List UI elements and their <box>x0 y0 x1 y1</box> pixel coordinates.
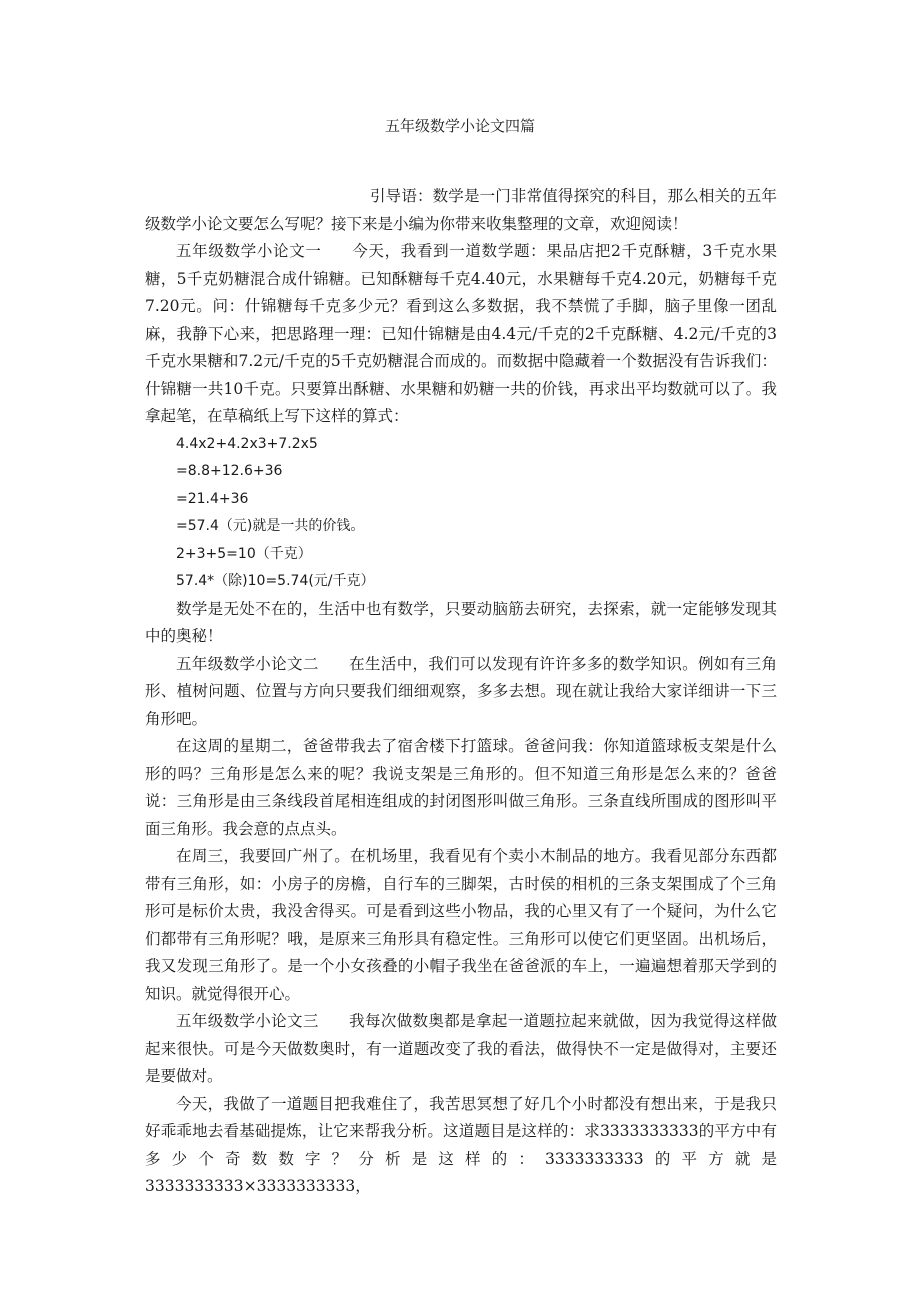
formula-line: 4.4x2+4.2x3+7.2x5 <box>176 435 318 452</box>
essay2-text: 在生活中，我们可以发现有许许多多的数学知识。例如有三角形、植树问题、位置与方向只要我们细细观察，多多去想。现在就让我给大家详细讲一下三角形吧。 <box>145 654 777 728</box>
essay2-paragraph-2: 在这周的星期二，爸爸带我去了宿舍楼下打篮球。爸爸问我：你知道篮球板支架是什么形的吗？三角形是怎么来的呢？我说支架是三角形的。但不知道三角形是怎么来的？爸爸说：三角形是由三条线段首尾相连组成的封闭图形叫做三角形。三条直线所围成的图形叫平面三角形。我会意的点点头。 <box>145 737 777 838</box>
essay3-text: 我每次做数奥都是拿起一道题拉起来就做，因为我觉得这样做起来很快。可是今天做数奥时，有一道题改变了我的看法，做得快不一定是做得对，主要还是要做对。 <box>145 1012 777 1085</box>
document-body <box>145 183 777 1201</box>
essay3-paragraph-2: 今天，我做了一道题目把我难住了，我苦思冥想了好几个小时都没有想出来，于是我只好乖乖地去看基础提炼，让它来帮我分析。这道题目是这样的：求3333333333的平方中有多少个奇数数字？分析是这样的：3333333333的平方就是3333333333×3333333333， <box>145 1094 777 1195</box>
document-title: 五年级数学小论文四篇 <box>384 117 535 135</box>
intro-paragraph: 引导语：数学是一门非常值得探究的科目，那么相关的五年级数学小论文要怎么写呢？接下来是小编为你带来收集整理的文章，欢迎阅读！ <box>145 187 777 233</box>
essay3-heading: 五年级数学小论文三 <box>176 1012 319 1030</box>
essay2-paragraph <box>145 651 777 734</box>
essay1-text: 今天，我看到一道数学题：果品店把2千克酥糖，3千克水果糖，5千克奶糖混合成什锦糖。已知酥糖每千克4.40元，水果糖每千克4.20元，奶糖每千克7.20元。问：什锦糖每千克多少元？看到这么多数据，我不禁慌了手脚，脑子里像一团乱麻，我静下心来，把思路理一理：已知什锦糖是由4.4元/千克的2千克酥糖、4.2元/千克的3千克水果糖和7.2元/千克的5千克奶糖混合而成的。而数据中隐藏着一个数据没有告诉我们：什锦糖一共10千克。只要算出酥糖、水果糖和奶糖一共的价钱，再求出平均数就可以了。我拿起笔，在草稿纸上写下这样的算式： <box>145 242 777 425</box>
formula-line: 57.4*（除)10=5.74(元/千克） <box>176 573 375 589</box>
essay1-conclusion: 数学是无处不在的，生活中也有数学，只要动脑筋去研究，去探索，就一定能够发现其中的奥秘！ <box>145 599 777 645</box>
formula-line: =57.4（元)就是一共的价钱。 <box>176 518 365 534</box>
formula-line: 2+3+5=10（千克） <box>176 545 312 562</box>
essay1-paragraph <box>145 238 777 431</box>
essay1-heading: 五年级数学小论文一 <box>176 242 322 260</box>
formula-line: =21.4+36 <box>176 490 249 507</box>
essay2-paragraph-3: 在周三，我要回广州了。在机场里，我看见有个卖小木制品的地方。我看见部分东西都带有三角形，如：小房子的房檐，自行车的三脚架，古时侯的相机的三条支架围成了个三角形可是标价太贵，我没舍得买。可是看到这些小物品，我的心里又有了一个疑问，为什么它们都带有三角形呢？哦，是原来三角形具有稳定性。三角形可以使它们更坚固。出机场后，我又发现三角形了。是一个小女孩叠的小帽子我坐在爸爸派的车上，一遍遍想着那天学到的知识。就觉得很开心。 <box>145 847 777 1003</box>
essay2-heading: 五年级数学小论文二 <box>176 654 319 673</box>
essay3-paragraph <box>145 1008 777 1091</box>
formula-line: =8.8+12.6+36 <box>176 463 283 479</box>
